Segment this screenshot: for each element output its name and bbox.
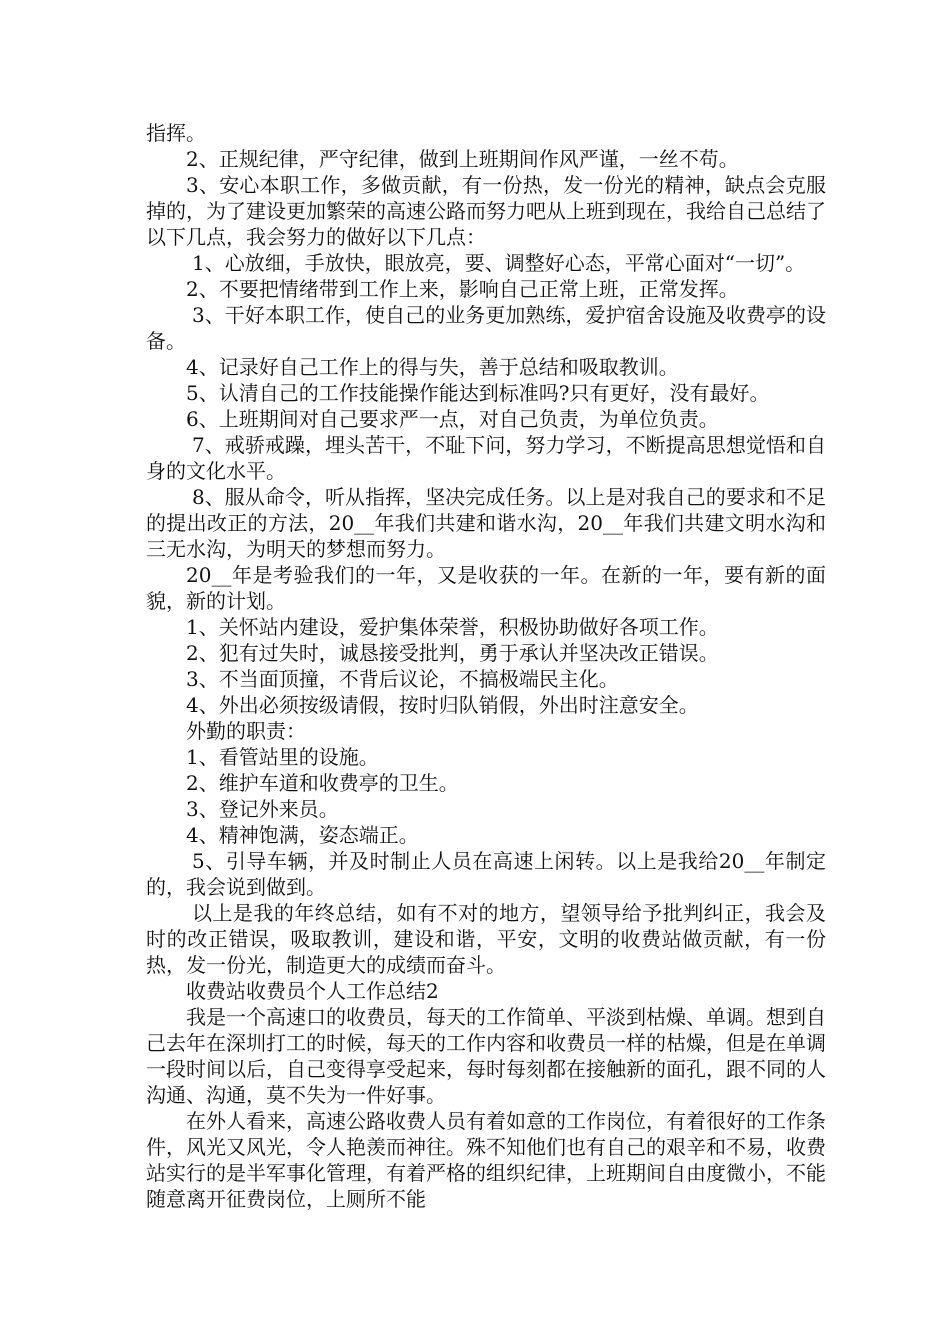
paragraph: 外勤的职责：	[186, 719, 306, 743]
paragraph: 8、服从命令，听从指挥，坚决完成任务。以上是对我自己的要求和不足的提出改正的方法，20__年我们共建和谐水沟，20__年我们共建文明水沟和三无水沟，为明天的梦想而努力。	[146, 485, 826, 561]
paragraph: 2、不要把情绪带到工作上来，影响自己正常上班，正常发挥。	[186, 277, 739, 301]
paragraph: 20__年是考验我们的一年，又是收获的一年。在新的一年，要有新的面貌，新的计划。	[146, 563, 826, 613]
paragraph: 4、外出必须按级请假，按时归队销假，外出时注意安全。	[186, 693, 699, 717]
paragraph: 1、关怀站内建设，爱护集体荣誉，积极协助做好各项工作。	[186, 615, 719, 639]
paragraph: 3、不当面顶撞，不背后议论，不搞极端民主化。	[186, 667, 619, 691]
paragraph: 以上是我的年终总结，如有不对的地方，望领导给予批判纠正，我会及时的改正错误，吸取教训，建设和谐，平安，文明的收费站做贡献，有一份热，发一份光，制造更大的成绩而奋斗。	[146, 901, 826, 977]
paragraph: 7、戒骄戒躁，埋头苦干，不耻下问，努力学习，不断提高思想觉悟和自身的文化水平。	[146, 433, 826, 483]
paragraph: 3、安心本职工作，多做贡献，有一份热，发一份光的精神，缺点会克服掉的，为了建设更加繁荣的高速公路而努力吧从上班到现在，我给自己总结了以下几点，我会努力的做好以下几点：	[146, 173, 826, 249]
paragraph: 1、心放细，手放快，眼放亮，要、调整好心态，平常心面对“一切”。	[192, 251, 806, 275]
paragraph: 4、精神饱满，姿态端正。	[186, 823, 419, 847]
paragraph: 我是一个高速口的收费员，每天的工作简单、平淡到枯燥、单调。想到自己去年在深圳打工的时候，每天的工作内容和收费员一样的枯燥，但是在单调一段时间以后，自己变得享受起来，每时每刻都在接触新的面孔，跟不同的人沟通、沟通，莫不失为一件好事。	[146, 1005, 826, 1107]
paragraph: 1、看管站里的设施。	[186, 745, 379, 769]
paragraph: 2、正规纪律，严守纪律，做到上班期间作风严谨，一丝不苟。	[186, 147, 739, 171]
paragraph: 3、登记外来员。	[186, 797, 339, 821]
paragraph: 4、记录好自己工作上的得与失，善于总结和吸取教训。	[186, 355, 679, 379]
paragraph: 3、干好本职工作，使自己的业务更加熟练，爱护宿舍设施及收费亭的设备。	[146, 303, 826, 353]
document-body	[146, 120, 826, 1212]
paragraph: 6、上班期间对自己要求严一点，对自己负责，为单位负责。	[186, 407, 719, 431]
paragraph: 在外人看来，高速公路收费人员有着如意的工作岗位，有着很好的工作条件，风光又风光，令人艳羡而神往。殊不知他们也有自己的艰辛和不易，收费站实行的是半军事化管理，有着严格的组织纪律，上班期间自由度微小，不能随意离开征费岗位，上厕所不能	[146, 1109, 826, 1211]
paragraph: 指挥。	[146, 121, 206, 145]
paragraph: 2、维护车道和收费亭的卫生。	[186, 771, 459, 795]
paragraph: 5、引导车辆，并及时制止人员在高速上闲转。以上是我给20__年制定的，我会说到做到。	[146, 849, 826, 899]
paragraph: 5、认清自己的工作技能操作能达到标准吗?只有更好，没有最好。	[186, 381, 770, 405]
section-heading: 收费站收费员个人工作总结2	[186, 979, 439, 1003]
paragraph: 2、犯有过失时，诚恳接受批判，勇于承认并坚决改正错误。	[186, 641, 719, 665]
